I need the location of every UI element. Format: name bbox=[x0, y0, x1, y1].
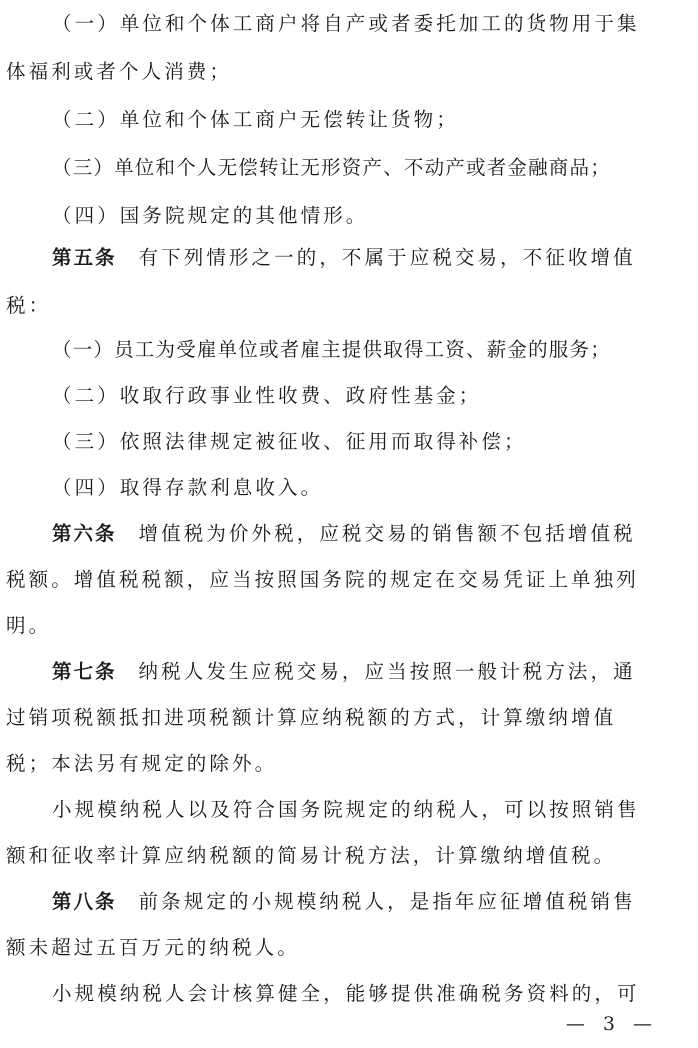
text-line: （一）员工为受雇单位或者雇主提供取得工资、薪金的服务； bbox=[52, 338, 611, 361]
article-heading: 第七条 bbox=[52, 660, 117, 683]
article-heading-line: 第八条 前条规定的小规模纳税人，是指年应征增值税销售 bbox=[52, 890, 636, 913]
article-heading-line: 第七条 纳税人发生应税交易，应当按照一般计税方法，通 bbox=[52, 660, 636, 683]
text-line: 税： bbox=[6, 294, 52, 317]
page-number: — 3 — bbox=[565, 1013, 658, 1035]
text-line: （四）取得存款利息收入。 bbox=[52, 476, 324, 499]
text-line: （三）依照法律规定被征收、征用而取得补偿； bbox=[52, 430, 527, 453]
text-line: （二）收取行政事业性收费、政府性基金； bbox=[52, 384, 482, 407]
text-line: 税额。增值税税额，应当按照国务院的规定在交易凭证上单独列 bbox=[6, 568, 639, 591]
article-heading: 第六条 bbox=[52, 522, 117, 545]
text-line: （二）单位和个体工商户无偿转让货物； bbox=[52, 108, 459, 131]
text-line: （四）国务院规定的其他情形。 bbox=[52, 204, 369, 227]
article-heading-line: 第五条 有下列情形之一的，不属于应税交易，不征收增值 bbox=[52, 246, 636, 269]
text-line: 小规模纳税人以及符合国务院规定的纳税人，可以按照销售 bbox=[52, 798, 640, 821]
text-line: 额和征收率计算应纳税额的简易计税方法，计算缴纳增值税。 bbox=[6, 844, 617, 867]
text-line: （三）单位和个人无偿转让无形资产、不动产或者金融商品； bbox=[52, 156, 611, 179]
text-line: 额未超过五百万元的纳税人。 bbox=[6, 936, 300, 959]
text-line: 过销项税额抵扣进项税额计算应纳税额的方式，计算缴纳增值 bbox=[6, 706, 617, 729]
article-heading: 第五条 bbox=[52, 246, 117, 269]
article-heading-line: 第六条 增值税为价外税，应税交易的销售额不包括增值税 bbox=[52, 522, 636, 545]
article-heading: 第八条 bbox=[52, 890, 117, 913]
text-line: 明。 bbox=[6, 614, 52, 637]
text-line: 税；本法另有规定的除外。 bbox=[6, 752, 278, 775]
text-line: 小规模纳税人会计核算健全，能够提供准确税务资料的，可 bbox=[52, 982, 640, 1005]
text-line: 体福利或者个人消费； bbox=[6, 60, 233, 83]
text-line: （一）单位和个体工商户将自产或者委托加工的货物用于集 bbox=[52, 12, 640, 35]
